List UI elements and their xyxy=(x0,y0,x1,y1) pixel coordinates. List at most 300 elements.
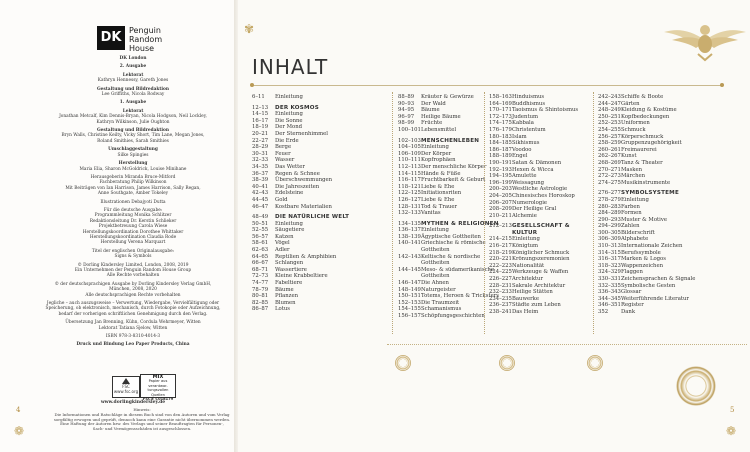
toc-page-range: 324–329 xyxy=(598,269,621,276)
toc-section-heading[interactable] xyxy=(252,105,349,112)
toc-title: Wassertiere xyxy=(275,266,307,273)
toc-title: KULTUR xyxy=(512,229,538,236)
toc-title: Gruppenzugehörigkeit xyxy=(621,140,682,147)
fsc-certificate xyxy=(140,374,176,402)
toc-page-range: 100–101 xyxy=(398,126,421,133)
toc-page-range: 116–117 xyxy=(398,177,421,184)
toc-title: Kabbala xyxy=(512,120,534,127)
toc-title: Blumen xyxy=(275,299,296,306)
toc-page-range: 330–331 xyxy=(598,276,621,283)
toc-page-range: 122–125 xyxy=(398,190,421,197)
toc-page-range: 90–93 xyxy=(398,100,415,107)
toc-entry[interactable] xyxy=(598,230,695,237)
small-rosette-icon xyxy=(586,354,604,372)
toc-entry[interactable] xyxy=(252,204,349,211)
toc-entry[interactable] xyxy=(598,296,695,303)
toc-page-range: 36–37 xyxy=(252,170,269,177)
toc-entry[interactable] xyxy=(252,190,349,197)
toc-page-range: 336–343 xyxy=(598,289,621,296)
toc-title: Wasser xyxy=(275,157,295,164)
toc-page-range: 112–113 xyxy=(398,163,421,170)
toc-title: Die Ahnen xyxy=(421,280,449,287)
imprint-line: Übersetzung Jan Brenning, Kühn, Cordula Wehrmeyer, Witten xyxy=(65,320,201,326)
toc-title: Gottheiten xyxy=(421,273,450,280)
toc-entry[interactable] xyxy=(252,273,349,280)
toc-page-range: 212–213 xyxy=(489,223,512,230)
toc-entry[interactable] xyxy=(252,247,349,254)
toc-page-range: 196–199 xyxy=(489,179,512,186)
toc-title: Die Sonne xyxy=(275,117,303,124)
toc-title: Einleitung xyxy=(421,144,449,151)
toc-entry[interactable] xyxy=(252,131,349,138)
toc-page-range: 78–79 xyxy=(252,286,269,293)
toc-entry[interactable] xyxy=(598,210,695,217)
toc-page-range: 152–153 xyxy=(398,299,421,306)
imprint-line: Redaktionsleitung Dr. Kerstin Schlieker xyxy=(89,218,177,224)
toc-entry[interactable] xyxy=(489,289,578,296)
column-divider xyxy=(392,92,393,334)
toc-entry[interactable] xyxy=(252,221,349,228)
toc-title: Der Heilige Gral xyxy=(512,206,557,213)
imprint-line: Für die deutsche Ausgabe: xyxy=(103,207,163,213)
fsc-line-1: Papier aus verantwor- xyxy=(148,379,168,388)
toc-entry[interactable] xyxy=(598,197,695,204)
toc-entry[interactable] xyxy=(489,180,578,187)
toc-page-range xyxy=(398,247,421,254)
imprint-line: Umschlaggestaltung xyxy=(108,147,158,153)
toc-page-range: 290–293 xyxy=(598,216,621,223)
toc-entry[interactable] xyxy=(489,206,578,213)
toc-title: Judentum xyxy=(512,113,539,120)
toc-page-range: 136–137 xyxy=(398,227,421,234)
rosette-ornament-icon xyxy=(674,364,718,408)
toc-page-range: 96–97 xyxy=(398,113,415,120)
toc-entry[interactable] xyxy=(489,200,578,207)
toc-page-range: 270–271 xyxy=(598,166,621,173)
toc-page-range: 234–235 xyxy=(489,295,512,302)
toc-entry[interactable] xyxy=(489,107,578,114)
toc-title: Freimaurerei xyxy=(621,146,657,153)
toc-page-range: 210–211 xyxy=(489,212,512,219)
toc-title: GESELLSCHAFT & xyxy=(512,223,570,230)
toc-entry[interactable] xyxy=(252,280,349,287)
toc-title: Wappenzeichen xyxy=(621,262,664,269)
toc-entry[interactable] xyxy=(598,180,695,187)
toc-entry[interactable] xyxy=(598,283,695,290)
toc-title: Voodoo xyxy=(512,146,532,153)
toc-title: Alchemie xyxy=(512,212,537,219)
toc-page-range: 256–257 xyxy=(598,133,621,140)
toc-entry[interactable] xyxy=(598,114,695,121)
toc-entry[interactable] xyxy=(252,124,349,131)
toc-page-range: 6–11 xyxy=(252,94,265,100)
toc-page-range: 222–223 xyxy=(489,262,512,269)
toc-entry[interactable] xyxy=(489,160,578,167)
imprint-line: bedarf der vorherigen schriftlichen Genehmigung durch den Verlag. xyxy=(58,311,208,317)
toc-entry[interactable] xyxy=(489,120,578,127)
page-number-left: 4 xyxy=(16,406,21,414)
toc-title: Pflanzen xyxy=(275,293,299,300)
toc-title: Das Heim xyxy=(512,309,539,315)
toc-title: Glossar xyxy=(621,289,642,296)
toc-title: Fruchtbarkeit & Geburt xyxy=(421,177,486,184)
imprint-line: Lektorat xyxy=(122,72,144,78)
toc-title: Kunst xyxy=(621,153,637,160)
toc-title: Fabeltiere xyxy=(275,280,303,287)
toc-entry[interactable] xyxy=(252,306,349,313)
toc-entry[interactable] xyxy=(598,120,695,127)
toc-title: Städte zum Leben xyxy=(512,302,561,309)
disclaimer-line: sorgfältig erwogen und geprüft, dennoch kann eine Garantie nicht übernommen werden. xyxy=(53,416,231,422)
imprint-line: Ein Unternehmen der Penguin Random House Group xyxy=(74,268,192,273)
toc-title: Einleitung xyxy=(421,227,449,234)
imprint-line: ISBN 978-3-8310-4014-3 xyxy=(105,334,161,340)
toc-entry[interactable] xyxy=(252,177,349,184)
toc-entry[interactable] xyxy=(598,140,695,147)
toc-entry[interactable] xyxy=(598,276,695,283)
toc-title: Säugetiere xyxy=(275,227,305,234)
toc-title: Krönungszeremonien xyxy=(512,256,570,263)
fsc-line-2: tungsvollen Quellen xyxy=(147,388,169,397)
toc-entry[interactable] xyxy=(252,260,349,267)
lotus-ornament-icon: ✾ xyxy=(244,22,255,36)
toc-entry[interactable] xyxy=(489,296,578,303)
toc-entry[interactable] xyxy=(489,173,578,180)
rule-dot-left xyxy=(250,83,254,87)
toc-title: Amulette xyxy=(512,173,537,180)
toc-entry[interactable] xyxy=(489,127,578,134)
toc-page-range: 250–251 xyxy=(598,113,621,120)
toc-title: Lotus xyxy=(275,306,290,313)
toc-page-range: 172–173 xyxy=(489,113,512,120)
toc-page-range: 352 xyxy=(598,309,609,315)
toc-column-4 xyxy=(598,94,695,316)
toc-entry[interactable] xyxy=(598,204,695,211)
toc-title: Einleitung xyxy=(275,220,303,227)
toc-title: Taoismus & Shintoismus xyxy=(512,107,579,114)
toc-entry[interactable] xyxy=(598,263,695,270)
toc-entry[interactable] xyxy=(598,269,695,276)
toc-entry[interactable] xyxy=(489,309,578,316)
toc-title: Bäume xyxy=(275,286,294,293)
toc-title: Griechische & römische xyxy=(421,240,486,247)
toc-page-range: 276–277 xyxy=(598,190,621,197)
toc-title: Sikhismus xyxy=(512,140,540,147)
toc-page-range: 94–95 xyxy=(398,107,415,114)
toc-entry[interactable] xyxy=(489,236,578,243)
toc-title: Zahlen xyxy=(621,223,640,230)
toc-entry[interactable] xyxy=(598,167,695,174)
toc-section-heading[interactable] xyxy=(598,190,695,197)
toc-entry[interactable] xyxy=(598,302,695,309)
toc-entry[interactable] xyxy=(489,153,578,160)
toc-entry[interactable] xyxy=(489,243,578,250)
toc-title: Königlicher Schmuck xyxy=(512,249,570,256)
toc-page-range: 332–335 xyxy=(598,282,621,289)
imprint-line: Fachberatung Philip Wilkinson xyxy=(99,180,167,186)
toc-entry[interactable] xyxy=(489,256,578,263)
dk-logo-mark: DK xyxy=(97,26,125,50)
toc-entry[interactable] xyxy=(598,217,695,224)
toc-entry[interactable] xyxy=(252,144,349,151)
toc-entry[interactable] xyxy=(489,269,578,276)
toc-page-range: 158–163 xyxy=(489,94,512,100)
imprint-line: Projektbetreuung Carola Wiese xyxy=(98,224,168,230)
toc-page-range: 280–283 xyxy=(598,203,621,210)
toc-title: Der Sternenhimmel xyxy=(275,130,328,137)
toc-entry[interactable] xyxy=(252,151,349,158)
toc-entry[interactable] xyxy=(252,240,349,247)
imprint-line: Illustrationen Debajyoti Dutta xyxy=(100,199,166,205)
toc-entry[interactable] xyxy=(252,234,349,241)
imprint-line: Bryn Walls, Christine Keilty, Vicky Short, Tim Lane, Megan Jones, xyxy=(61,133,205,139)
toc-title: Einleitung xyxy=(275,94,303,100)
imprint-line: Kathryn Wilkinson, Julie Oughton xyxy=(96,119,170,125)
toc-page-range: 232–233 xyxy=(489,289,512,296)
toc-title: SYMBOLSYSTEME xyxy=(621,190,679,197)
toc-title: Einleitung xyxy=(275,111,303,118)
toc-section-heading[interactable] xyxy=(489,230,578,237)
toc-page-range: 150–151 xyxy=(398,293,421,300)
toc-page-range: 228–231 xyxy=(489,282,512,289)
toc-title: Vögel xyxy=(275,240,290,247)
imprint-line: 2. Ausgabe xyxy=(119,64,147,70)
toc-title: Alphabete xyxy=(621,236,649,243)
toc-page-range: 114–115 xyxy=(398,170,421,177)
toc-title: Register xyxy=(621,302,644,309)
toc-page-range: 224–225 xyxy=(489,269,512,276)
toc-entry[interactable] xyxy=(489,193,578,200)
toc-title: Die Traumzeit xyxy=(421,299,460,306)
toc-page-range: 104–105 xyxy=(398,144,421,151)
toc-page-range: 262–267 xyxy=(598,153,621,160)
toc-page-range: 284–289 xyxy=(598,210,621,217)
toc-page-range: 20–21 xyxy=(252,130,269,137)
toc-entry[interactable] xyxy=(598,147,695,154)
imprint-line: Titel der englischen Originalausgabe: xyxy=(91,248,175,254)
toc-page-range: 200–203 xyxy=(489,186,512,193)
toc-entry[interactable] xyxy=(489,147,578,154)
toc-entry[interactable] xyxy=(252,197,349,204)
toc-title: Die Erde xyxy=(275,137,299,144)
toc-title: Werkzeuge & Waffen xyxy=(512,269,569,276)
toc-title: Sakrale Architektur xyxy=(512,282,566,289)
toc-entry[interactable] xyxy=(598,160,695,167)
toc-title: Gottheiten xyxy=(421,260,450,267)
toc-title: Marken & Logos xyxy=(621,256,666,263)
toc-title: Reptilien & Amphibien xyxy=(275,253,337,260)
dotted-rule xyxy=(387,344,747,345)
imprint-credits xyxy=(38,56,228,348)
toc-page-range: 44–45 xyxy=(252,196,269,203)
toc-entry[interactable] xyxy=(489,101,578,108)
toc-page-range: 56–57 xyxy=(252,233,269,240)
toc-page-range: 258–259 xyxy=(598,140,621,147)
toc-entry[interactable] xyxy=(598,127,695,134)
toc-entry[interactable] xyxy=(598,223,695,230)
toc-title: Katzen xyxy=(275,233,294,240)
toc-title: Der Mond xyxy=(275,124,303,131)
toc-title: Nationalität xyxy=(512,262,545,269)
toc-entry[interactable] xyxy=(489,167,578,174)
toc-entry[interactable] xyxy=(252,293,349,300)
toc-title: Vanitas xyxy=(421,210,441,217)
toc-title: Masken xyxy=(621,166,643,173)
toc-title: Berufssymbole xyxy=(621,249,661,256)
toc-entry[interactable] xyxy=(489,134,578,141)
toc-title: Gold xyxy=(275,196,288,203)
column-divider xyxy=(484,92,485,334)
imprint-line: Roland Smithies, Sarah Smithies xyxy=(97,138,169,144)
toc-entry[interactable] xyxy=(252,111,349,118)
toc-entry[interactable] xyxy=(252,164,349,171)
toc-entry[interactable] xyxy=(598,236,695,243)
toc-entry[interactable] xyxy=(598,250,695,257)
toc-entry[interactable] xyxy=(598,309,695,316)
fsc-label: FSC xyxy=(122,384,130,389)
toc-page-range: 184–185 xyxy=(489,140,512,147)
toc-title: Kostbare Materialien xyxy=(275,203,332,210)
publisher-name: Penguin Random House xyxy=(129,26,163,53)
imprint-line: DK London xyxy=(119,56,147,61)
toc-entry[interactable] xyxy=(252,287,349,294)
imprint-line: Mit Beiträgen von Ian Harrison, James Harrison, Sally Regan, xyxy=(65,185,201,191)
toc-title: Satan & Dämonen xyxy=(512,159,562,166)
toc-title: Dank xyxy=(621,309,636,315)
imprint-line: Gestaltung und Bildredaktion xyxy=(97,128,169,134)
toc-entry[interactable] xyxy=(252,227,349,234)
toc-entry[interactable] xyxy=(252,118,349,125)
toc-page-range: 146–147 xyxy=(398,280,421,287)
toc-page-range: 208–209 xyxy=(489,206,512,213)
imprint-line: Kathryn Hennessy, Gareth Jones xyxy=(97,78,169,84)
title-rule xyxy=(252,85,722,86)
small-rosette-icon xyxy=(498,354,516,372)
toc-title: Berge xyxy=(275,144,292,151)
toc-entry[interactable] xyxy=(489,263,578,270)
toc-title: Körperschmuck xyxy=(621,133,664,140)
toc-entry[interactable] xyxy=(252,267,349,274)
toc-page-range: 28–29 xyxy=(252,144,269,151)
toc-page-range: 16–17 xyxy=(252,117,269,124)
toc-title: Einleitung xyxy=(512,236,540,243)
toc-page-range: 156–157 xyxy=(398,313,421,319)
publisher-website[interactable]: www.dorlingkindersley.de xyxy=(100,400,166,405)
toc-entry[interactable] xyxy=(598,243,695,250)
toc-entry[interactable] xyxy=(252,184,349,191)
toc-entry[interactable] xyxy=(489,302,578,309)
toc-entry[interactable] xyxy=(489,283,578,290)
imprint-line: München, 2008, 2020 xyxy=(109,287,157,293)
toc-entry[interactable] xyxy=(252,94,349,101)
toc-title: MENSCHENLEBEN xyxy=(421,137,480,144)
toc-title: Engel xyxy=(512,153,528,160)
imprint-line: Druck und Bindung Leo Paper Products, China xyxy=(76,342,190,348)
toc-entry[interactable] xyxy=(489,140,578,147)
toc-page-range: 14–15 xyxy=(252,111,269,118)
toc-entry[interactable] xyxy=(598,289,695,296)
toc-title: Schlangen xyxy=(275,260,304,267)
toc-page-range: 314–315 xyxy=(598,249,621,256)
toc-entry[interactable] xyxy=(489,213,578,220)
toc-page-range: 188–189 xyxy=(489,153,512,160)
toc-title: Internationale Zeichen xyxy=(621,243,683,250)
toc-title: Schöpfungsgeschichten xyxy=(421,313,485,319)
toc-title: Zeichensprachen & Signale xyxy=(621,276,696,283)
toc-title: Westliche Astrologie xyxy=(512,186,568,193)
toc-page-range: 274–275 xyxy=(598,179,621,186)
toc-page-range: 252–253 xyxy=(598,120,621,127)
toc-title: Initiationsriten xyxy=(421,190,462,197)
dk-logo xyxy=(97,26,162,53)
toc-page-range xyxy=(398,260,421,267)
toc-entry[interactable] xyxy=(489,276,578,283)
toc-page-range: 260–261 xyxy=(598,146,621,153)
toc-page-range: 72–73 xyxy=(252,273,269,280)
toc-title: Keltische & nordische xyxy=(421,253,481,260)
toc-entry[interactable] xyxy=(598,134,695,141)
toc-page-range: 236–237 xyxy=(489,302,512,309)
toc-page-range: 46–47 xyxy=(252,203,269,210)
toc-entry[interactable] xyxy=(489,94,578,101)
toc-page-range: 50–51 xyxy=(252,220,269,227)
toc-entry[interactable] xyxy=(598,94,695,101)
toc-title: Lebensmittel xyxy=(421,126,457,133)
toc-page-range: 272–273 xyxy=(598,173,621,180)
toc-title: Liebe & Ehe xyxy=(421,183,455,190)
imprint-line: © der deutschsprachigen Ausgabe by Dorling Kindersley Verlag GmbH, xyxy=(54,281,212,287)
disclaimer-line: Hinweis: xyxy=(133,407,151,412)
imprint-line: Lektorat Tatiana Sjelow, Witten xyxy=(98,325,168,331)
toc-section-heading[interactable] xyxy=(252,214,349,221)
toc-entry[interactable] xyxy=(598,153,695,160)
toc-page-range: 242–243 xyxy=(598,94,621,100)
toc-entry[interactable] xyxy=(252,254,349,261)
imprint-line: Herstellung xyxy=(118,161,148,167)
toc-page-range: 216–217 xyxy=(489,243,512,250)
toc-entry[interactable] xyxy=(252,157,349,164)
toc-title: Naturgeister xyxy=(421,286,456,293)
toc-entry[interactable] xyxy=(598,101,695,108)
toc-entry[interactable] xyxy=(252,138,349,145)
disclaimer-line: Eine Haftung der Autoren bzw. des Verlags und seiner Beauftragten für Personen-, xyxy=(60,421,224,427)
toc-page-range: 52–55 xyxy=(252,227,269,234)
toc-page-range: 82–85 xyxy=(252,299,269,306)
toc-title: Feuer xyxy=(275,150,291,157)
toc-title: Kopfrophäen xyxy=(421,157,456,164)
toc-page-range: 206–207 xyxy=(489,199,512,206)
toc-title: Numerologie xyxy=(512,199,548,206)
toc-entry[interactable] xyxy=(598,107,695,114)
toc-section-heading[interactable] xyxy=(489,223,578,230)
toc-title: Musikinstrumente xyxy=(621,179,671,186)
toc-entry[interactable] xyxy=(489,186,578,193)
toc-page-range: 154–155 xyxy=(398,306,421,313)
toc-entry[interactable] xyxy=(489,250,578,257)
imprint-line: Gestaltung und Bildredaktion xyxy=(97,86,169,92)
toc-page-range: 300–305 xyxy=(598,229,621,236)
toc-entry[interactable] xyxy=(489,114,578,121)
toc-title: Hexen & Wicca xyxy=(512,166,554,173)
toc-entry[interactable] xyxy=(598,173,695,180)
toc-page-range: 134–135 xyxy=(398,220,421,227)
page-title: INHALT xyxy=(252,55,329,79)
toc-entry[interactable] xyxy=(252,300,349,307)
toc-entry[interactable] xyxy=(598,256,695,263)
toc-title: Meso- & südamerikanische xyxy=(421,266,495,273)
toc-page-range: 132–133 xyxy=(398,210,421,217)
flower-ornament-icon: ❁ xyxy=(14,424,25,438)
